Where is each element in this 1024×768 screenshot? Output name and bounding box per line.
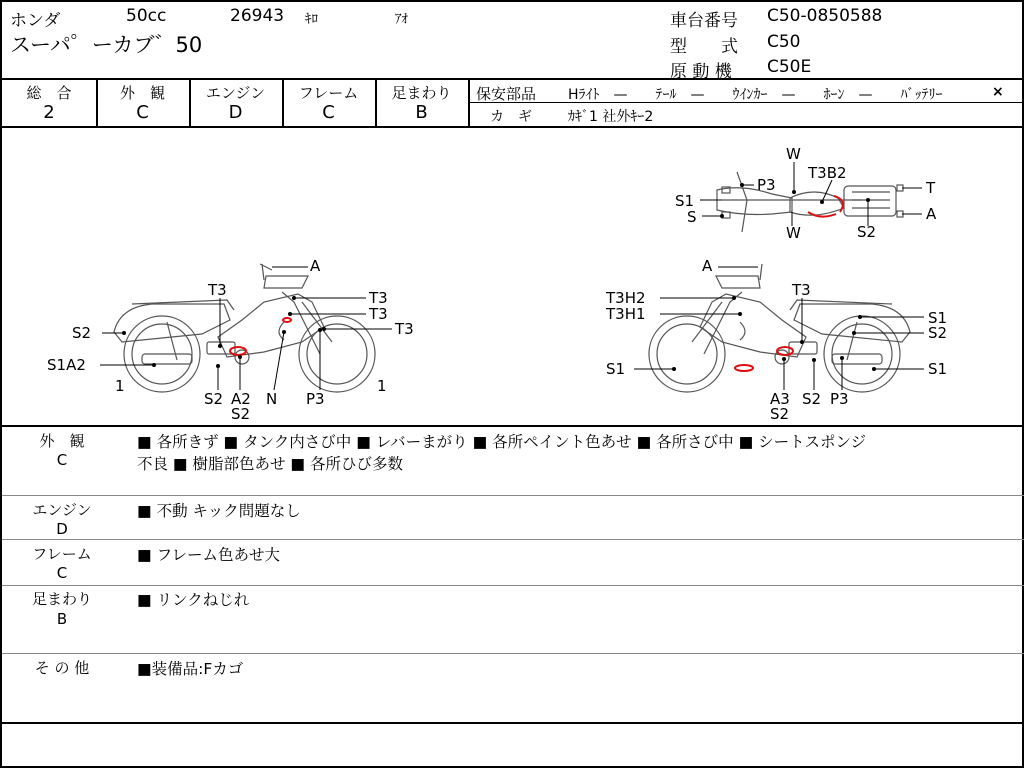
- grade-label-engine: エンジン: [205, 84, 266, 102]
- diagram-label: S2: [770, 405, 790, 423]
- divider: [2, 425, 1024, 427]
- diagram-label: A2: [231, 390, 251, 408]
- engine-label: 原 動 機: [670, 62, 732, 82]
- section-text-suspension: ■ リンクねじれ: [137, 591, 250, 609]
- diagram-label: W: [786, 224, 801, 242]
- mileage-unit: ｷﾛ: [305, 12, 318, 27]
- left-view-bike: [114, 264, 375, 392]
- diagram-label: T3H2: [606, 289, 646, 307]
- diagram-label: P3: [757, 176, 776, 194]
- grade-value-exterior: C: [136, 102, 149, 123]
- engine: C50E: [767, 57, 812, 77]
- section-label-other: そ の 他: [34, 659, 90, 677]
- diagram-label: A3: [770, 390, 790, 408]
- safety-label: 保安部品: [476, 85, 537, 103]
- section-grade-engine: D: [56, 520, 68, 538]
- grade-value-frame: C: [322, 102, 335, 123]
- divider: [2, 495, 1024, 496]
- divider: [2, 653, 1024, 654]
- diagram-label: S2: [857, 223, 877, 241]
- diagram-label: P3: [306, 390, 325, 408]
- diagram-label: S2: [72, 324, 92, 342]
- key-label: カ ギ: [490, 109, 532, 125]
- grade-value-suspension: B: [415, 102, 428, 123]
- diagram-label: S2: [802, 390, 822, 408]
- divider: [2, 585, 1024, 586]
- model-name: スーパ゜ーカブ゛50: [10, 33, 203, 57]
- section-text-exterior: 不良 ■ 樹脂部色あせ ■ 各所ひび多数: [137, 455, 403, 473]
- divider: [2, 539, 1024, 540]
- diagram-label: T3H1: [606, 305, 646, 323]
- diagram-label: S1A2: [47, 356, 86, 374]
- diagram-label: S1: [928, 309, 948, 327]
- frame-no-label: 車台番号: [670, 11, 738, 31]
- section-label-suspension: 足まわり: [31, 590, 92, 608]
- section-text-engine: ■ 不動 キック問題なし: [137, 502, 301, 520]
- right-view-bike: [649, 264, 910, 392]
- section-label-exterior: 外 観: [39, 432, 85, 450]
- maker: ホンダ: [10, 11, 61, 31]
- divider: [2, 722, 1024, 724]
- section-text-other: ■装備品:Fカゴ: [137, 660, 244, 678]
- section-label-frame: フレーム: [32, 545, 92, 563]
- section-text-frame: ■ フレーム色あせ大: [137, 546, 280, 564]
- section-text-exterior: ■ 各所きず ■ タンク内さび中 ■ レバーまがり ■ 各所ペイント色あせ ■ 各所さび中 ■ シートスポンジ: [137, 433, 867, 451]
- grade-value-overall: 2: [43, 102, 55, 123]
- diagram-label: W: [786, 145, 801, 163]
- diagram-label: S: [687, 208, 697, 226]
- diagram-label: 1: [377, 377, 387, 395]
- damage-marks: [230, 196, 843, 371]
- frame-no: C50-0850588: [767, 6, 883, 26]
- section-grade-suspension: B: [56, 610, 68, 628]
- diagram-label: S1: [928, 360, 948, 378]
- divider: [2, 78, 1024, 80]
- mileage: 26943: [230, 6, 285, 26]
- section-label-engine: エンジン: [32, 501, 92, 519]
- diagram-label: S2: [204, 390, 224, 408]
- section-grade-frame: C: [56, 564, 68, 582]
- grade-label-suspension: 足まわり: [391, 84, 452, 102]
- diagram-label: A: [702, 257, 713, 275]
- diagram-label: A: [310, 257, 321, 275]
- key-value: ｶｷﾞ1 社外ｷｰ2: [568, 109, 654, 125]
- grade-label-overall: 総 合: [26, 84, 72, 102]
- diagram-label: 1: [115, 377, 125, 395]
- diagram-label: T: [926, 179, 936, 197]
- diagram-label: S2: [231, 405, 251, 423]
- diagram-label: T3: [369, 289, 388, 307]
- diagram-label: N: [266, 390, 278, 408]
- diagram-label: A: [926, 205, 937, 223]
- color: ｱｵ: [395, 12, 408, 27]
- diagram-label: T3: [792, 281, 811, 299]
- model-label: 型 式: [670, 37, 738, 57]
- diagram-label: S1: [675, 192, 695, 210]
- diagram-label: S2: [928, 324, 948, 342]
- displacement: 50cc: [126, 6, 167, 26]
- diagram-label: T3B2: [808, 164, 847, 182]
- diagram-label: T3: [208, 281, 227, 299]
- section-grade-exterior: C: [56, 451, 68, 469]
- diagram-label: T3: [369, 305, 388, 323]
- diagram-label: S1: [606, 360, 626, 378]
- diagram-label: P3: [830, 390, 849, 408]
- grade-value-engine: D: [228, 102, 243, 123]
- battery-x-mark: ×: [992, 84, 1004, 100]
- grade-label-frame: フレーム: [298, 84, 359, 102]
- grade-label-exterior: 外 観: [119, 84, 165, 102]
- diagram-label: T3: [395, 320, 414, 338]
- safety-items: Hﾗｲﾄ — ﾃｰﾙ — ｳｲﾝｶｰ — ﾎｰﾝ — ﾊﾞｯﾃﾘｰ: [568, 87, 943, 103]
- motorcycle-diagram: [2, 127, 1022, 424]
- model: C50: [767, 32, 801, 52]
